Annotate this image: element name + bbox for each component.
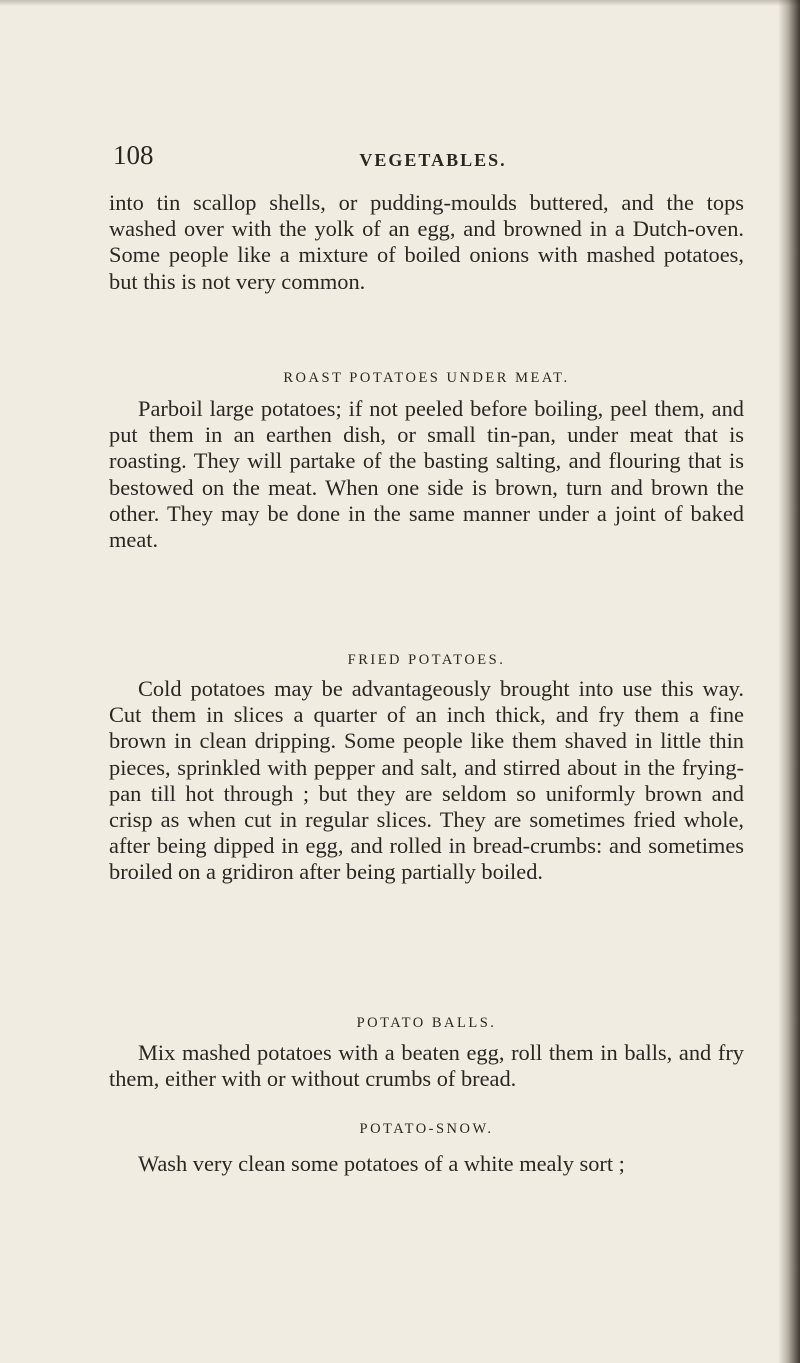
paragraph-roast-potatoes [109,396,744,553]
paragraph-potato-snow [109,1151,744,1177]
paragraph-text: Wash very clean some potatoes of a white mealy sort ; [138,1151,625,1176]
page-top-edge [0,0,800,6]
section-heading-potato-snow: POTATO-SNOW. [359,1121,494,1137]
section-heading-roast-potatoes: ROAST POTATOES UNDER MEAT. [283,370,570,386]
running-head: VEGETABLES. [359,150,507,170]
page-header [113,140,753,180]
paragraph-text: Mix mashed potatoes with a beaten egg, roll them in balls, and fry them, either with or without crumbs of bread. [109,1040,744,1092]
section-heading-fried-potatoes: FRIED POTATOES. [347,652,506,668]
paragraph-text: Parboil large potatoes; if not peeled before boiling, peel them, and put them in an earthen dish, or small tin-pan, under meat that is roasting. They will partake of the basting salting, and flouring that is bestowed on the meat. When one side is brown, turn and brown the other. They may be done in the same manner under a joint of baked meat. [109,396,744,553]
paragraph-fried-potatoes [109,676,744,886]
page-gutter-shadow [778,0,800,1363]
paragraph-potato-balls [109,1040,744,1092]
section-heading-potato-balls: POTATO BALLS. [356,1015,497,1031]
paragraph-text: into tin scallop shells, or pudding-moulds buttered, and the tops washed over with the yolk of an egg, and browned in a Dutch-oven. Some people like a mixture of boiled onions with mashed potatoes, but this is not very common. [109,190,744,294]
page-number: 108 [113,140,154,170]
paragraph-text: Cold potatoes may be advantageously brought into use this way. Cut them in slices a quarter of an inch thick, and fry them a fine brown in clean dripping. Some people like them shaved in little thin pieces, sprinkled with pepper and salt, and stirred about in the frying-pan till hot through ; but they are seldom so uniformly brown and crisp as when cut in regular slices. They are sometimes fried whole, after being dipped in egg, and rolled in bread-crumbs: and sometimes broiled on a gridiron after being partially boiled. [109,676,744,885]
paragraph-continued [109,190,744,295]
